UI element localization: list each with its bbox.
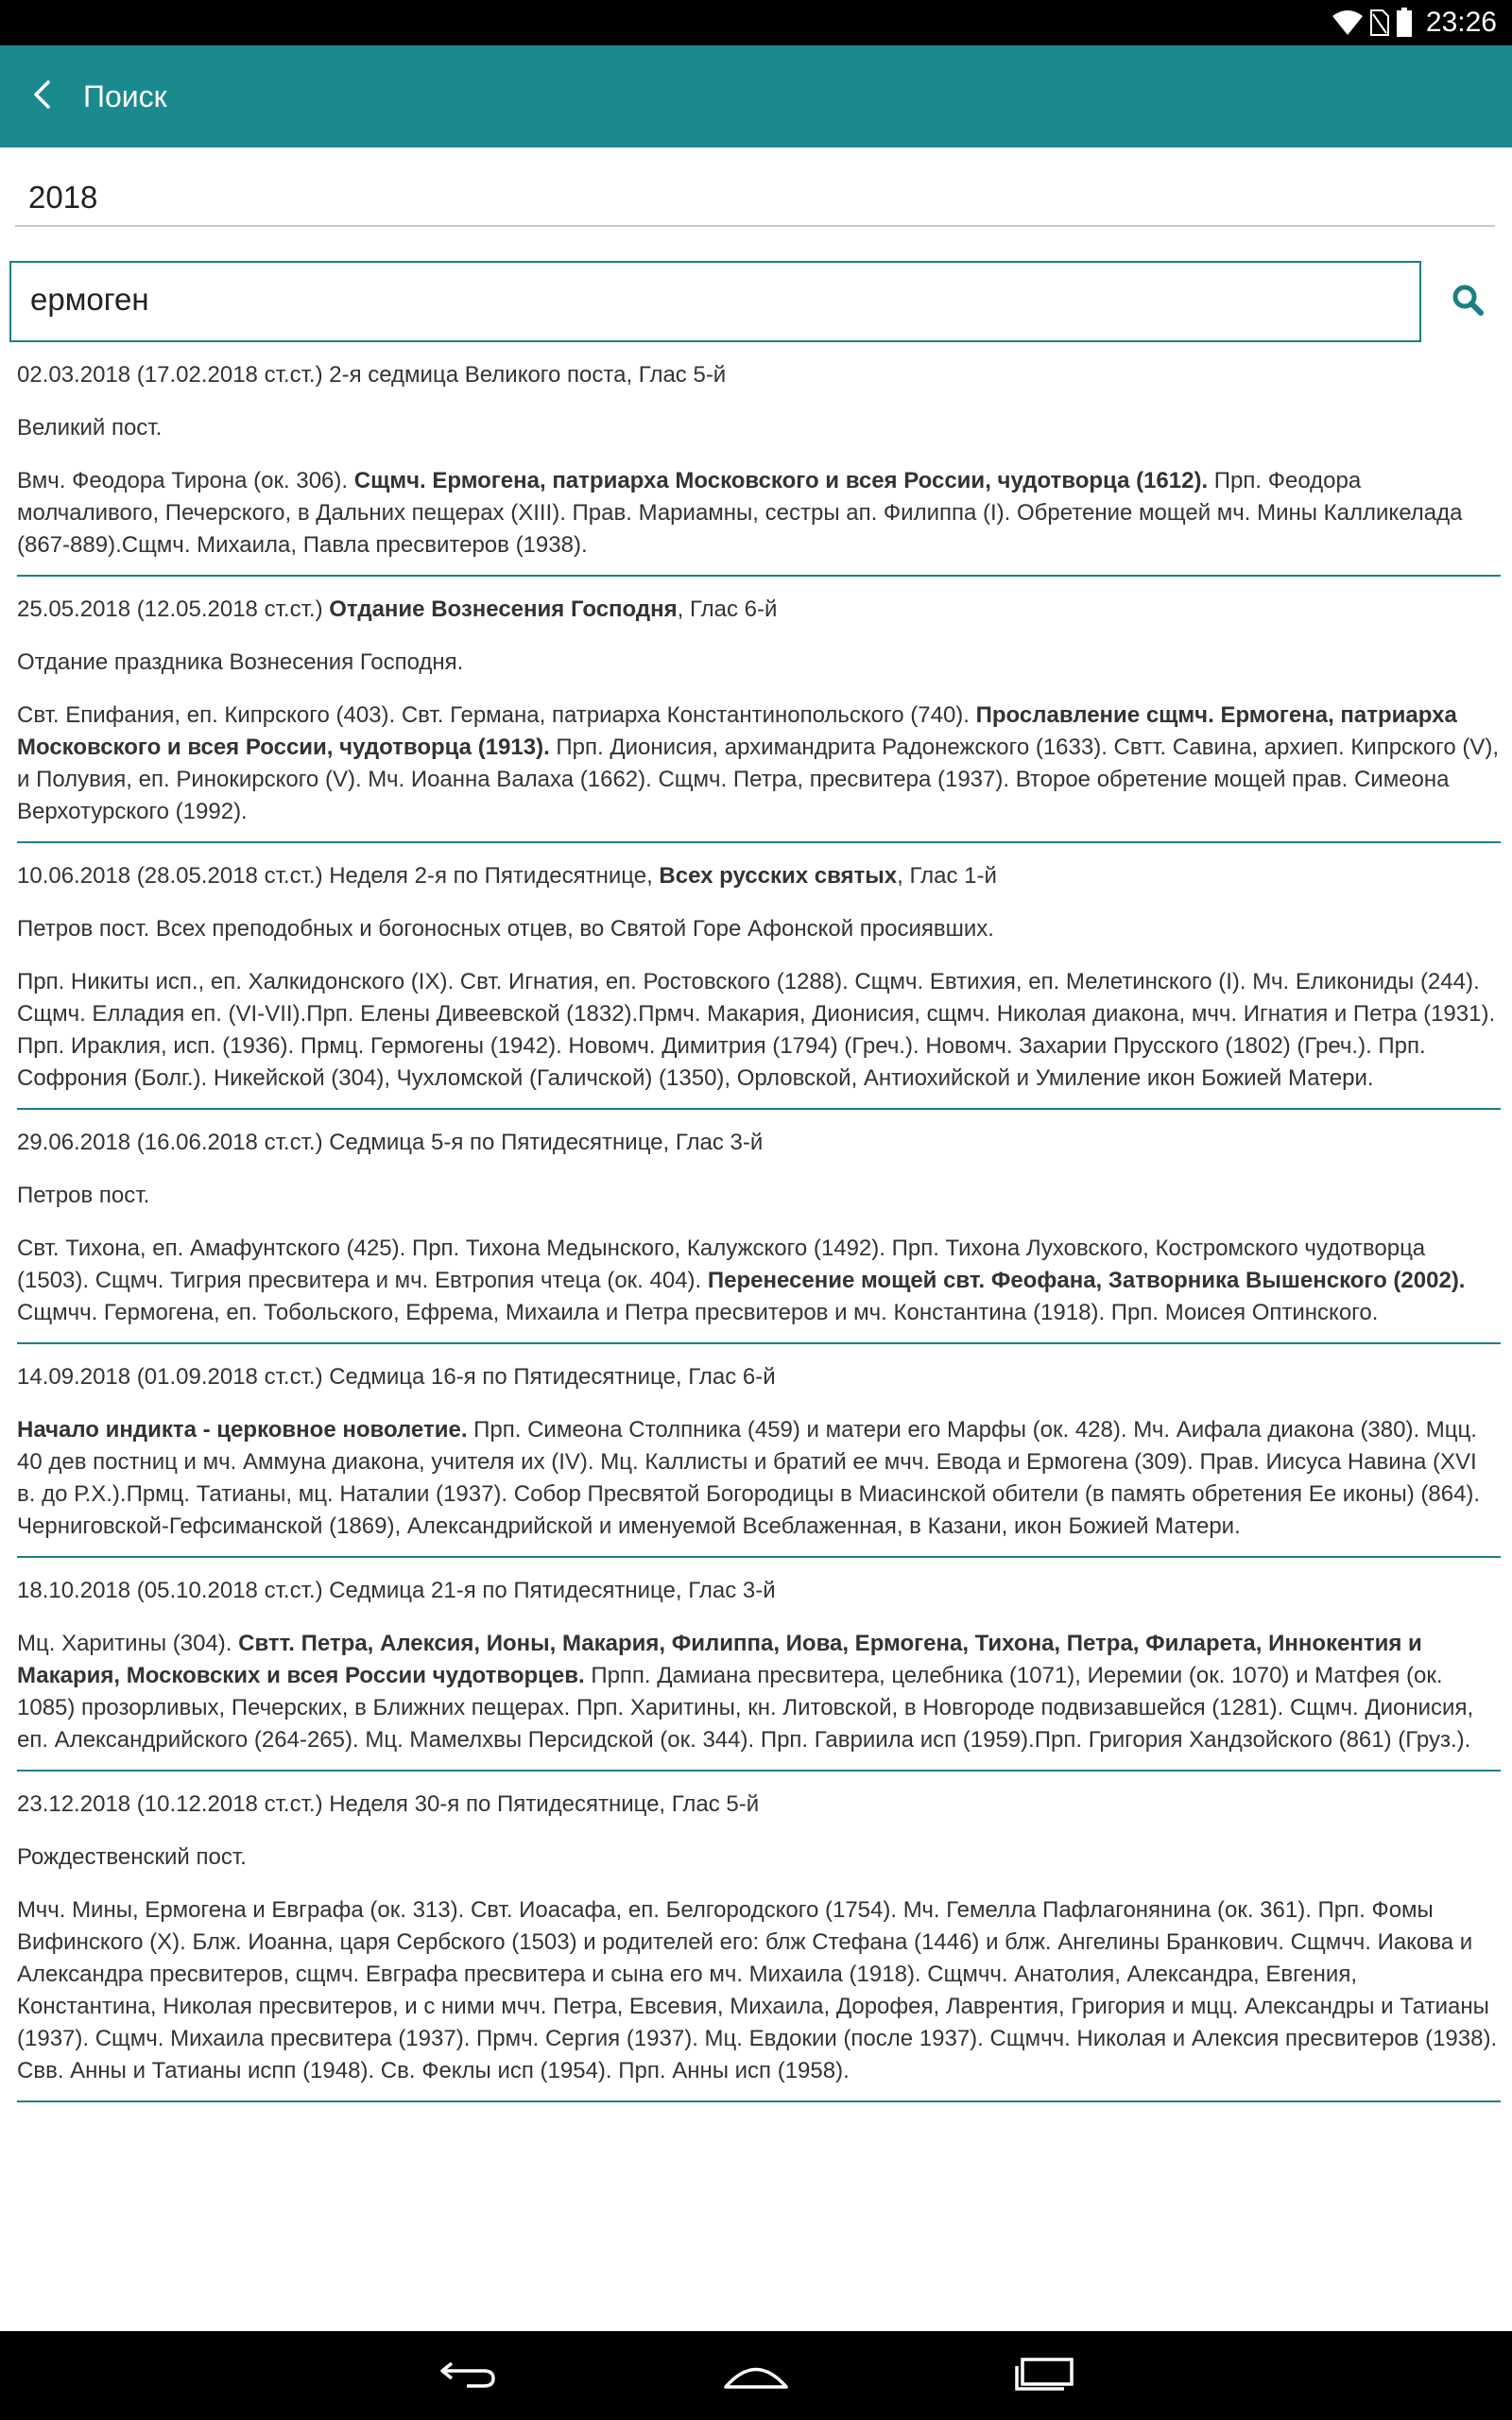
status-time: 23:26 xyxy=(1425,7,1497,38)
text-segment: Петров пост. xyxy=(17,1183,150,1208)
highlighted-text: Сщмч. Ермогена, патриарха Московского и всея России, чудотворца (1612). xyxy=(353,468,1209,493)
recents-nav-button[interactable] xyxy=(988,2331,1101,2420)
text-segment: 23.12.2018 (10.12.2018 ст.ст.) Неделя 30-я по Пятидесятнице, Глас 5-й xyxy=(17,1791,760,1817)
back-nav-icon xyxy=(438,2358,497,2394)
home-nav-button[interactable] xyxy=(699,2331,813,2420)
result-item[interactable] xyxy=(17,594,1501,843)
text-segment: Великий пост. xyxy=(17,415,163,441)
text-segment: Прп. Феодора молчаливого, Печерского, в Дальних пещерах (XIII). Прав. Мариамны, сестры ап. Филиппа (I). Обретение мощей мч. Мины Калликелада (867-889).Сщмч. Михаила, Павла пресвитеров (1938). xyxy=(17,468,1463,558)
text-segment: Петров пост. Всех преподобных и богоносных отцев, во Святой Горе Афонской просиявших. xyxy=(17,916,994,942)
result-saints xyxy=(17,700,1501,828)
status-icons xyxy=(1332,0,1497,45)
result-date xyxy=(17,1575,1501,1607)
battery-icon xyxy=(1396,8,1413,38)
highlighted-text: Прославление сщмч. Ермогена, патриарха Московского и всея России, чудотворца (1913). xyxy=(17,702,1457,760)
chevron-left-icon xyxy=(31,79,52,113)
result-item[interactable] xyxy=(17,1361,1501,1558)
text-segment: Мц. Харитины (304). xyxy=(17,1631,239,1656)
recents-nav-icon xyxy=(1013,2357,1075,2394)
text-segment: 02.03.2018 (17.02.2018 ст.ст.) 2-я седмица Великого поста, Глас 5-й xyxy=(17,362,727,388)
result-fast xyxy=(17,913,1501,945)
text-segment: Прп. Никиты исп., еп. Халкидонского (IX). Свт. Игнатия, еп. Ростовского (1288). Сщмч. Евтихия, еп. Мелетинского (I). Мч. Еликониды (244). Сщмч. Елладия еп. (VI-VII).Прп. Елены Дивеевской (1832).Прмч. Макария, Дионисия, сщмч. Николая диакона, мчч. Игнатия и Петра (1931). Прп. Ираклия, исп. (1936). Прмц. Гермогены (1942). Новомч. Димитрия (1794) (Греч.). Новомч. Захарии Прусского (1802) (Греч.). Прп. Софрония (Болг.). Никейской (304), Чухломской (Галичской) (1350), Орловской, Антиохийской и Умиление икон Божией Матери. xyxy=(17,969,1496,1091)
result-saints xyxy=(17,1628,1501,1756)
result-fast xyxy=(17,1180,1501,1212)
text-segment: Сщмчч. Гермогена, еп. Тобольского, Ефрема, Михаила и Петра пресвитеров и мч. Константина (1918). Прп. Моисея Оптинского. xyxy=(17,1300,1379,1325)
text-segment: , Глас 6-й xyxy=(677,596,778,622)
result-date xyxy=(17,1789,1501,1821)
search-input[interactable]: ермоген xyxy=(9,261,1421,342)
text-segment: Отдание праздника Вознесения Господня. xyxy=(17,649,464,675)
result-fast xyxy=(17,412,1501,444)
text-segment: Мчч. Мины, Ермогена и Евграфа (ок. 313). Свт. Иоасафа, еп. Белгородского (1754). Мч. Гемелла Пафлагонянина (ок. 361). Прп. Фомы Вифинского (X). Блж. Иоанна, царя Сербского (1503) и родителей его: блж Стефана (1446) и блж. Ангелины Бранкович. Сщмчч. Иакова и Александра пресвитеров, сщмч. Евграфа пресвитера и сына его мч. Михаила (1918). Сщмчч. Анатолия, Александра, Евгения, Константина, Николая пресвитеров, и с ними мчч. Петра, Евсевия, Михаила, Дорофея, Лаврентия, Григория и мцц. Александры и Татианы (1937). Сщмч. Михаила пресвитера (1937). Прмч. Сергия (1937). Мц. Евдокии (после 1937). Сщмчч. Николая и Алексия пресвитеров (1938). Свв. Анны и Татианы испп (1948). Св. Феклы исп (1954). Прп. Анны исп (1958). xyxy=(17,1897,1498,2083)
text-segment: Прп. Дионисия, архимандрита Радонежского (1633). Свтт. Савина, архиеп. Кипрского (V), и Полувия, еп. Ринокирского (V). Мч. Иоанна Валаха (1662). Сщмч. Петра, пресвитера (1937). Второе обретение мощей прав. Симеона Верхотурского (1992). xyxy=(17,735,1500,824)
wifi-icon xyxy=(1332,9,1364,37)
text-segment: Прпп. Дамиана пресвитера, целебника (1071), Иеремии (ок. 1070) и Матфея (ок. 1085) прозорливых, Печерских, в Ближних пещерах. Прп. Харитины, кн. Литовской, в Новгороде подвизавшейся (1281). Сщмч. Дионисия, еп. Александрийского (264-265). Мц. Мамелхвы Персидской (ок. 344). Прп. Гавриила исп (1959).Прп. Григория Хандзойского (861) (Груз.). xyxy=(17,1663,1474,1753)
text-segment: 29.06.2018 (16.06.2018 ст.ст.) Седмица 5-я по Пятидесятнице, Глас 3-й xyxy=(17,1130,764,1155)
search-icon xyxy=(1452,284,1484,320)
no-sim-icon xyxy=(1369,9,1390,37)
result-item[interactable] xyxy=(17,1575,1501,1772)
result-item[interactable] xyxy=(17,860,1501,1110)
result-date xyxy=(17,1361,1501,1393)
highlighted-text: Начало индикта - церковное новолетие. xyxy=(17,1417,468,1443)
text-segment: 14.09.2018 (01.09.2018 ст.ст.) Седмица 16-я по Пятидесятнице, Глас 6-й xyxy=(17,1364,776,1390)
home-nav-icon xyxy=(723,2358,789,2394)
highlighted-text: Перенесение мощей свт. Феофана, Затворника Вышенского (2002). xyxy=(707,1268,1466,1293)
text-segment: 25.05.2018 (12.05.2018 ст.ст.) xyxy=(17,596,330,622)
result-saints xyxy=(17,1414,1501,1543)
text-segment: , Глас 1-й xyxy=(897,863,997,889)
result-item[interactable] xyxy=(17,1789,1501,2102)
search-button[interactable] xyxy=(1433,261,1503,342)
result-saints xyxy=(17,1894,1501,2087)
result-date xyxy=(17,594,1501,626)
text-segment: Рождественский пост. xyxy=(17,1844,247,1870)
year-field[interactable]: 2018 xyxy=(15,170,1495,227)
navigation-bar xyxy=(0,2331,1512,2420)
result-saints xyxy=(17,465,1501,562)
result-date xyxy=(17,359,1501,391)
result-saints xyxy=(17,966,1501,1095)
highlighted-text: Всех русских святых xyxy=(659,863,898,889)
results-list xyxy=(17,359,1501,2119)
highlighted-text: Отдание Вознесения Господня xyxy=(329,596,678,622)
result-date xyxy=(17,1127,1501,1159)
app-bar xyxy=(0,45,1512,147)
result-item[interactable] xyxy=(17,359,1501,577)
text-segment: Свт. Епифания, еп. Кипрского (403). Свт. Германа, патриарха Константинопольского (740). xyxy=(17,702,976,728)
text-segment: Прп. Симеона Столпника (459) и матери его Марфы (ок. 428). Мч. Аифала диакона (380). Мцц. 40 дев постниц и мч. Аммуна диакона, учителя их (IV). Мц. Каллисты и братий ее мчч. Евода и Ермогена (309). Прав. Иисуса Навина (XVI в. до Р.Х.).Прмц. Татианы, мц. Наталии (1937). Собор Пресвятой Богородицы в Миасинской обители (в память обретения Ее иконы) (864). Черниговской-Гефсиманской (1869), Александрийской и именуемой Всеблаженная, в Казани, икон Божией Матери. xyxy=(17,1417,1481,1539)
text-segment: 10.06.2018 (28.05.2018 ст.ст.) Неделя 2-я по Пятидесятнице, xyxy=(17,863,660,889)
search-row xyxy=(9,261,1503,342)
result-fast xyxy=(17,647,1501,679)
result-saints xyxy=(17,1233,1501,1329)
text-segment: 18.10.2018 (05.10.2018 ст.ст.) Седмица 21-я по Пятидесятнице, Глас 3-й xyxy=(17,1578,776,1603)
result-item[interactable] xyxy=(17,1127,1501,1344)
result-date xyxy=(17,860,1501,892)
text-segment: Вмч. Феодора Тирона (ок. 306). xyxy=(17,468,354,493)
text-segment: Свт. Тихона, еп. Амафунтского (425). Прп. Тихона Медынского, Калужского (1492). Прп. Тихона Луховского, Костромского чудотворца (1503). Сщмч. Тигрия пресвитера и мч. Евтропия чтеца (ок. 404). xyxy=(17,1236,1426,1293)
back-button[interactable] xyxy=(0,45,83,147)
page-title: Поиск xyxy=(83,78,167,113)
highlighted-text: Свтт. Петра, Алексия, Ионы, Макария, Филиппа, Иова, Ермогена, Тихона, Петра, Филарета, Иннокентия и Макария, Московских и всея России чудотворцев. xyxy=(17,1631,1422,1688)
result-fast xyxy=(17,1841,1501,1874)
back-nav-button[interactable] xyxy=(411,2331,524,2420)
status-bar xyxy=(0,0,1512,45)
